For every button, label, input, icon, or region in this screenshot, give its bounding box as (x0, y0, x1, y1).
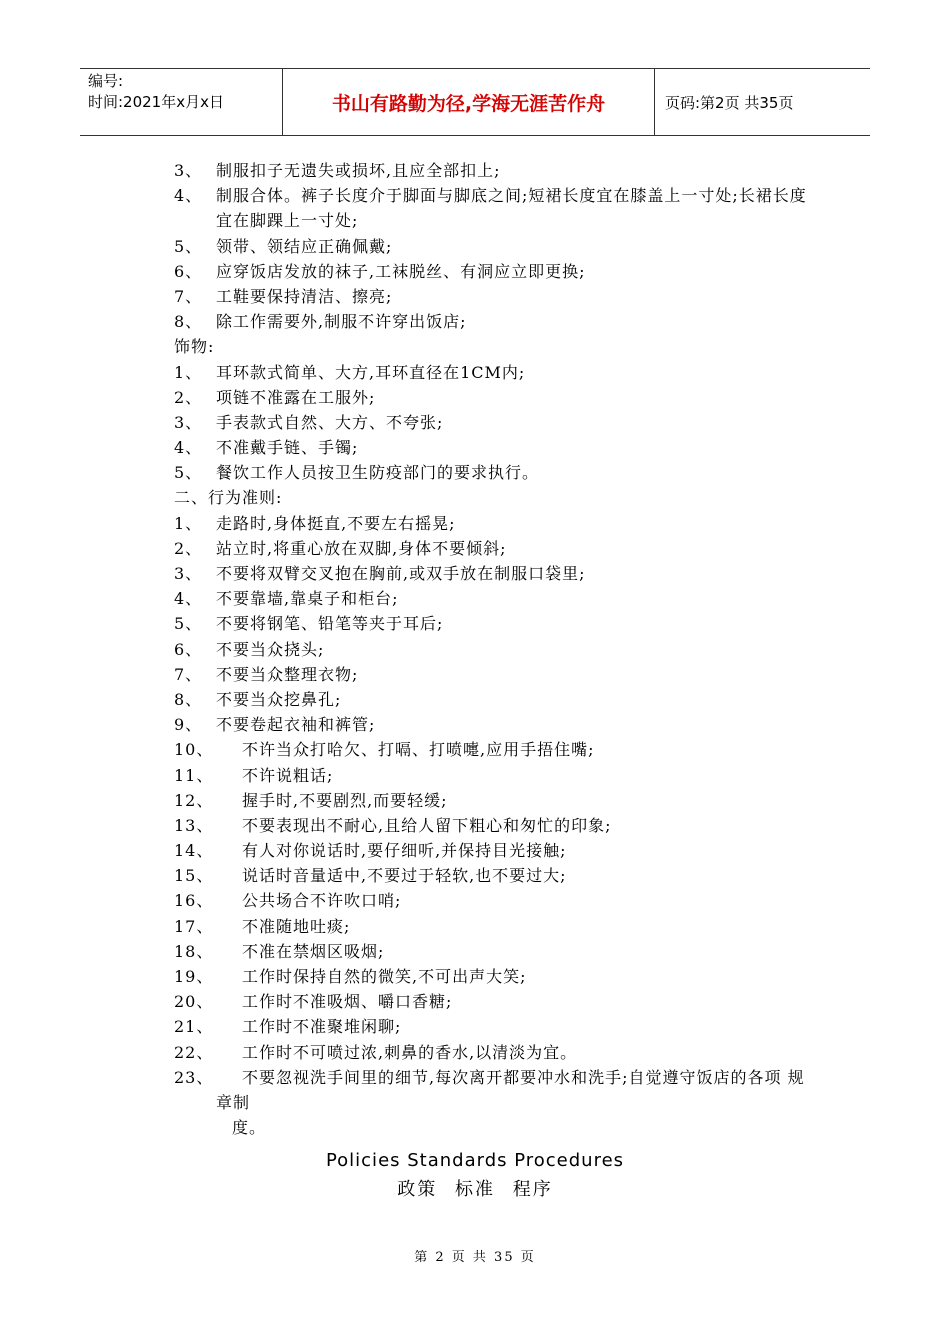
list-item: 4、 不要靠墙,靠桌子和柜台; (174, 589, 399, 609)
list-item: 16、 公共场合不许吹口哨; (174, 891, 402, 911)
page-footer: 第 2 页 共 35 页 (414, 1250, 536, 1265)
list-item: 2、 项链不准露在工服外; (174, 387, 376, 407)
list-item: 4、 制服合体。裤子长度介于脚面与脚底之间;短裙长度宜在膝盖上一寸处;长裙长度 (174, 186, 807, 206)
list-item: 23、 不要忽视洗手间里的细节,每次离开都要冲水和洗手;自觉遵守饭店的各项 规 (174, 1067, 805, 1087)
list-item: 7、 工鞋要保持清洁、擦亮; (174, 286, 393, 306)
doc-date-label: 时间:2021年x月x日 (88, 93, 224, 111)
list-item: 1、 耳环款式简单、大方,耳环直径在1CM内; (174, 362, 526, 382)
page-header (80, 68, 870, 136)
list-item: 5、 领带、领结应正确佩戴; (174, 236, 393, 256)
list-item: 4、 不准戴手链、手镯; (174, 438, 359, 458)
header-page-label: 页码:第2页 共35页 (665, 93, 794, 112)
list-item: 11、 不许说粗话; (174, 765, 334, 785)
list-item: 8、 除工作需要外,制服不许穿出饭店; (174, 312, 467, 332)
list-item-continuation: 宜在脚踝上一寸处; (216, 211, 359, 231)
list-item: 21、 工作时不准聚堆闲聊; (174, 1017, 402, 1037)
list-item: 9、 不要卷起衣袖和裤管; (174, 715, 376, 735)
header-motto: 书山有路勤为径,学海无涯苦作舟 (283, 69, 655, 135)
chinese-title: 政策 标准 程序 (397, 1179, 553, 1200)
list-item: 6、 不要当众挠头; (174, 639, 325, 659)
list-item: 5、 不要将钢笔、铅笔等夹于耳后; (174, 614, 444, 634)
list-item: 17、 不准随地吐痰; (174, 916, 351, 936)
list-item-continuation: 度。 (232, 1118, 267, 1138)
list-item: 15、 说话时音量适中,不要过于轻软,也不要过大; (174, 866, 567, 886)
list-item: 7、 不要当众整理衣物; (174, 664, 359, 684)
list-item: 2、 站立时,将重心放在双脚,身体不要倾斜; (174, 538, 507, 558)
english-title: Policies Standards Procedures (325, 1150, 625, 1171)
list-item: 8、 不要当众挖鼻孔; (174, 689, 342, 709)
section-heading-accessories: 饰物: (174, 337, 215, 357)
list-item: 3、 不要将双臂交叉抱在胸前,或双手放在制服口袋里; (174, 564, 586, 583)
doc-number-label: 编号: (88, 72, 124, 90)
list-item: 3、 制服扣子无遗失或损坏,且应全部扣上; (174, 161, 501, 180)
list-item: 18、 不准在禁烟区吸烟; (174, 941, 385, 961)
list-item: 6、 应穿饭店发放的袜子,工袜脱丝、有洞应立即更换; (174, 261, 586, 281)
list-item: 1、 走路时,身体挺直,不要左右摇晃; (174, 513, 456, 533)
list-item-continuation: 章制 (216, 1092, 251, 1112)
list-item: 22、 工作时不可喷过浓,刺鼻的香水,以清淡为宜。 (174, 1042, 578, 1062)
list-item: 20、 工作时不准吸烟、嚼口香糖; (174, 992, 453, 1012)
header-meta (80, 69, 283, 135)
list-item: 13、 不要表现出不耐心,且给人留下粗心和匆忙的印象; (174, 815, 612, 835)
list-item: 10、 不许当众打哈欠、打嗝、打喷嚏,应用手捂住嘴; (174, 740, 595, 760)
list-item: 5、 餐饮工作人员按卫生防疫部门的要求执行。 (174, 463, 540, 483)
document-body (174, 158, 916, 1140)
list-item: 12、 握手时,不要剧烈,而要轻缓; (174, 790, 448, 810)
list-item: 14、 有人对你说话时,要仔细听,并保持目光接触; (174, 841, 567, 861)
list-item: 3、 手表款式自然、大方、不夸张; (174, 412, 444, 432)
section-heading-behavior: 二、行为准则: (174, 488, 283, 508)
list-item: 19、 工作时保持自然的微笑,不可出声大笑; (174, 967, 527, 986)
